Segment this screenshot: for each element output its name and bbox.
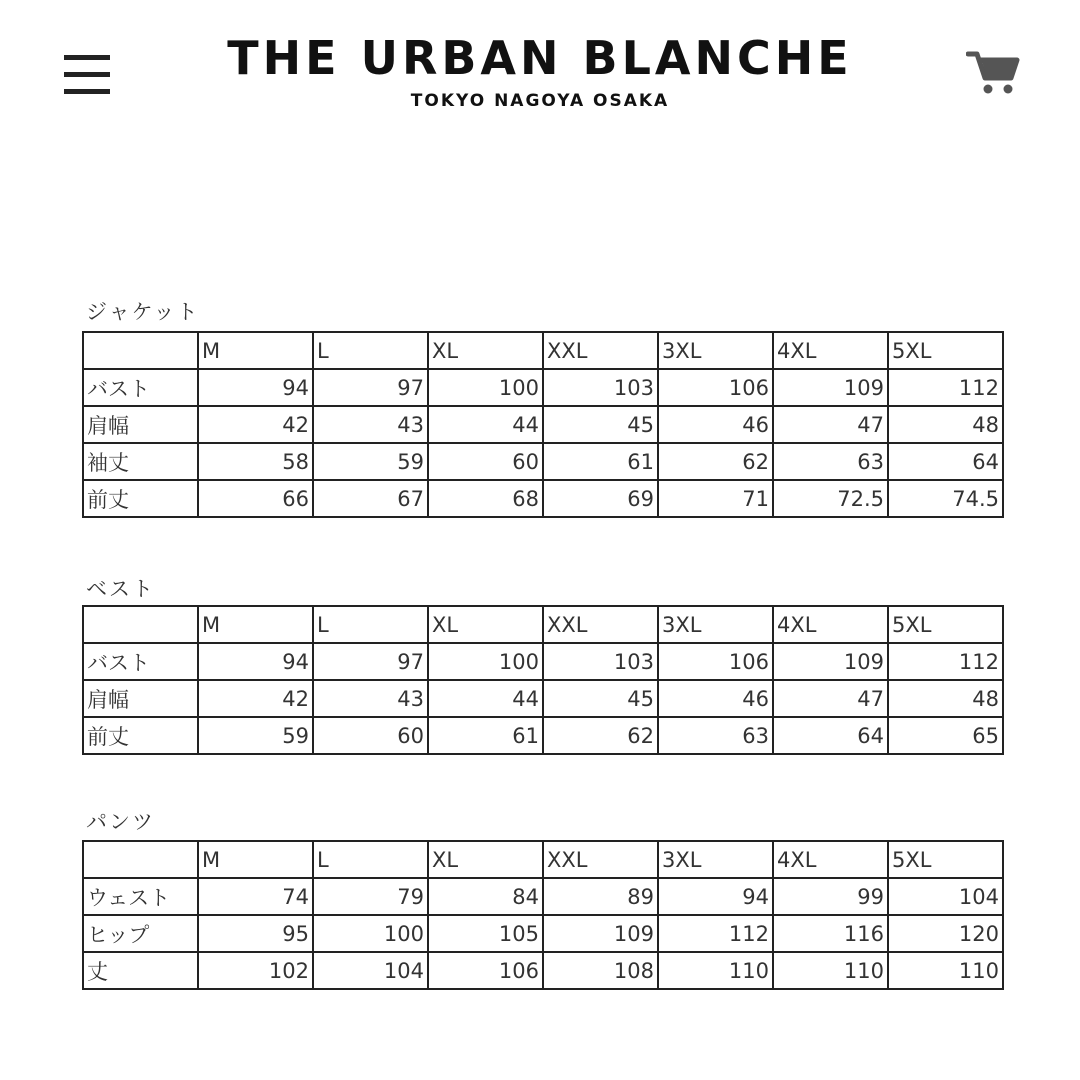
measurement-value: 46 (658, 406, 773, 443)
measurement-value: 46 (658, 680, 773, 717)
measurement-value: 97 (313, 643, 428, 680)
measurement-label: ウェスト (83, 878, 198, 915)
measurement-value: 79 (313, 878, 428, 915)
table-row (83, 406, 1003, 443)
size-header-cell: 4XL (773, 332, 888, 369)
measurement-value: 67 (313, 480, 428, 517)
size-header-cell: XL (428, 606, 543, 643)
measurement-value: 47 (773, 406, 888, 443)
size-header-cell: XXL (543, 332, 658, 369)
table-row (83, 643, 1003, 680)
section-title: パンツ (86, 810, 155, 834)
measurement-value: 43 (313, 406, 428, 443)
measurement-value: 44 (428, 680, 543, 717)
measurement-label: バスト (83, 643, 198, 680)
size-table (82, 605, 1004, 755)
table-header-row (83, 332, 1003, 369)
measurement-label: バスト (83, 369, 198, 406)
size-header-cell: L (313, 332, 428, 369)
measurement-value: 43 (313, 680, 428, 717)
size-header-cell: 5XL (888, 841, 1003, 878)
size-header-cell: 5XL (888, 332, 1003, 369)
size-header-cell: 3XL (658, 332, 773, 369)
measurement-value: 74 (198, 878, 313, 915)
measurement-value: 42 (198, 406, 313, 443)
table-row (83, 480, 1003, 517)
size-header-cell: L (313, 606, 428, 643)
measurement-value: 105 (428, 915, 543, 952)
measurement-value: 61 (543, 443, 658, 480)
measurement-value: 64 (773, 717, 888, 754)
measurement-value: 63 (773, 443, 888, 480)
measurement-value: 106 (658, 643, 773, 680)
measurement-value: 59 (198, 717, 313, 754)
size-header-cell: XXL (543, 841, 658, 878)
size-header-cell: 4XL (773, 606, 888, 643)
measurement-value: 94 (198, 643, 313, 680)
measurement-value: 45 (543, 406, 658, 443)
measurement-value: 63 (658, 717, 773, 754)
measurement-value: 109 (773, 643, 888, 680)
size-header-cell: M (198, 841, 313, 878)
size-table (82, 331, 1004, 518)
measurement-value: 45 (543, 680, 658, 717)
measurement-value: 60 (428, 443, 543, 480)
measurement-value: 66 (198, 480, 313, 517)
measurement-label: 肩幅 (83, 406, 198, 443)
measurement-value: 99 (773, 878, 888, 915)
measurement-value: 94 (198, 369, 313, 406)
measurement-value: 84 (428, 878, 543, 915)
measurement-value: 106 (428, 952, 543, 989)
brand-logo[interactable] (0, 30, 1080, 114)
size-header-cell: 5XL (888, 606, 1003, 643)
brand-name: THE URBAN BLANCHE (227, 31, 853, 85)
section-title: ベスト (86, 577, 155, 601)
measurement-value: 69 (543, 480, 658, 517)
measurement-value: 104 (313, 952, 428, 989)
measurement-value: 112 (888, 369, 1003, 406)
size-header-cell: 4XL (773, 841, 888, 878)
site-header (0, 0, 1080, 130)
measurement-value: 110 (888, 952, 1003, 989)
size-header-cell: XL (428, 841, 543, 878)
measurement-value: 112 (658, 915, 773, 952)
measurement-value: 106 (658, 369, 773, 406)
measurement-value: 61 (428, 717, 543, 754)
measurement-value: 94 (658, 878, 773, 915)
table-row (83, 443, 1003, 480)
measurement-value: 95 (198, 915, 313, 952)
measurement-value: 62 (543, 717, 658, 754)
size-header-cell: L (313, 841, 428, 878)
measurement-value: 60 (313, 717, 428, 754)
measurement-value: 109 (543, 915, 658, 952)
measurement-value: 68 (428, 480, 543, 517)
measurement-value: 108 (543, 952, 658, 989)
size-header-cell: M (198, 606, 313, 643)
table-header-row (83, 606, 1003, 643)
size-header-cell: XL (428, 332, 543, 369)
table-row (83, 717, 1003, 754)
size-header-cell: XXL (543, 606, 658, 643)
measurement-label: 袖丈 (83, 443, 198, 480)
measurement-value: 89 (543, 878, 658, 915)
size-header-cell: M (198, 332, 313, 369)
measurement-value: 48 (888, 406, 1003, 443)
measurement-label: 丈 (83, 952, 198, 989)
header-corner-cell (83, 841, 198, 878)
measurement-value: 44 (428, 406, 543, 443)
measurement-value: 65 (888, 717, 1003, 754)
measurement-value: 109 (773, 369, 888, 406)
measurement-value: 59 (313, 443, 428, 480)
table-header-row (83, 841, 1003, 878)
shopping-cart-icon (966, 48, 1020, 96)
measurement-value: 110 (658, 952, 773, 989)
measurement-value: 48 (888, 680, 1003, 717)
table-row (83, 952, 1003, 989)
size-header-cell: 3XL (658, 606, 773, 643)
measurement-label: ヒップ (83, 915, 198, 952)
measurement-value: 102 (198, 952, 313, 989)
measurement-value: 103 (543, 643, 658, 680)
table-row (83, 915, 1003, 952)
measurement-value: 100 (428, 369, 543, 406)
brand-tagline: TOKYO NAGOYA OSAKA (410, 91, 670, 111)
cart-button[interactable] (966, 48, 1020, 96)
measurement-value: 116 (773, 915, 888, 952)
measurement-label: 前丈 (83, 717, 198, 754)
size-table (82, 840, 1004, 990)
measurement-value: 62 (658, 443, 773, 480)
measurement-value: 112 (888, 643, 1003, 680)
measurement-value: 47 (773, 680, 888, 717)
table-row (83, 680, 1003, 717)
section-title: ジャケット (86, 300, 200, 324)
size-header-cell: 3XL (658, 841, 773, 878)
measurement-value: 100 (313, 915, 428, 952)
header-corner-cell (83, 332, 198, 369)
measurement-value: 64 (888, 443, 1003, 480)
measurement-value: 97 (313, 369, 428, 406)
measurement-value: 100 (428, 643, 543, 680)
measurement-value: 103 (543, 369, 658, 406)
measurement-value: 71 (658, 480, 773, 517)
measurement-value: 42 (198, 680, 313, 717)
measurement-value: 120 (888, 915, 1003, 952)
measurement-label: 前丈 (83, 480, 198, 517)
header-corner-cell (83, 606, 198, 643)
measurement-label: 肩幅 (83, 680, 198, 717)
measurement-value: 72.5 (773, 480, 888, 517)
table-row (83, 878, 1003, 915)
measurement-value: 58 (198, 443, 313, 480)
measurement-value: 74.5 (888, 480, 1003, 517)
table-row (83, 369, 1003, 406)
measurement-value: 110 (773, 952, 888, 989)
measurement-value: 104 (888, 878, 1003, 915)
